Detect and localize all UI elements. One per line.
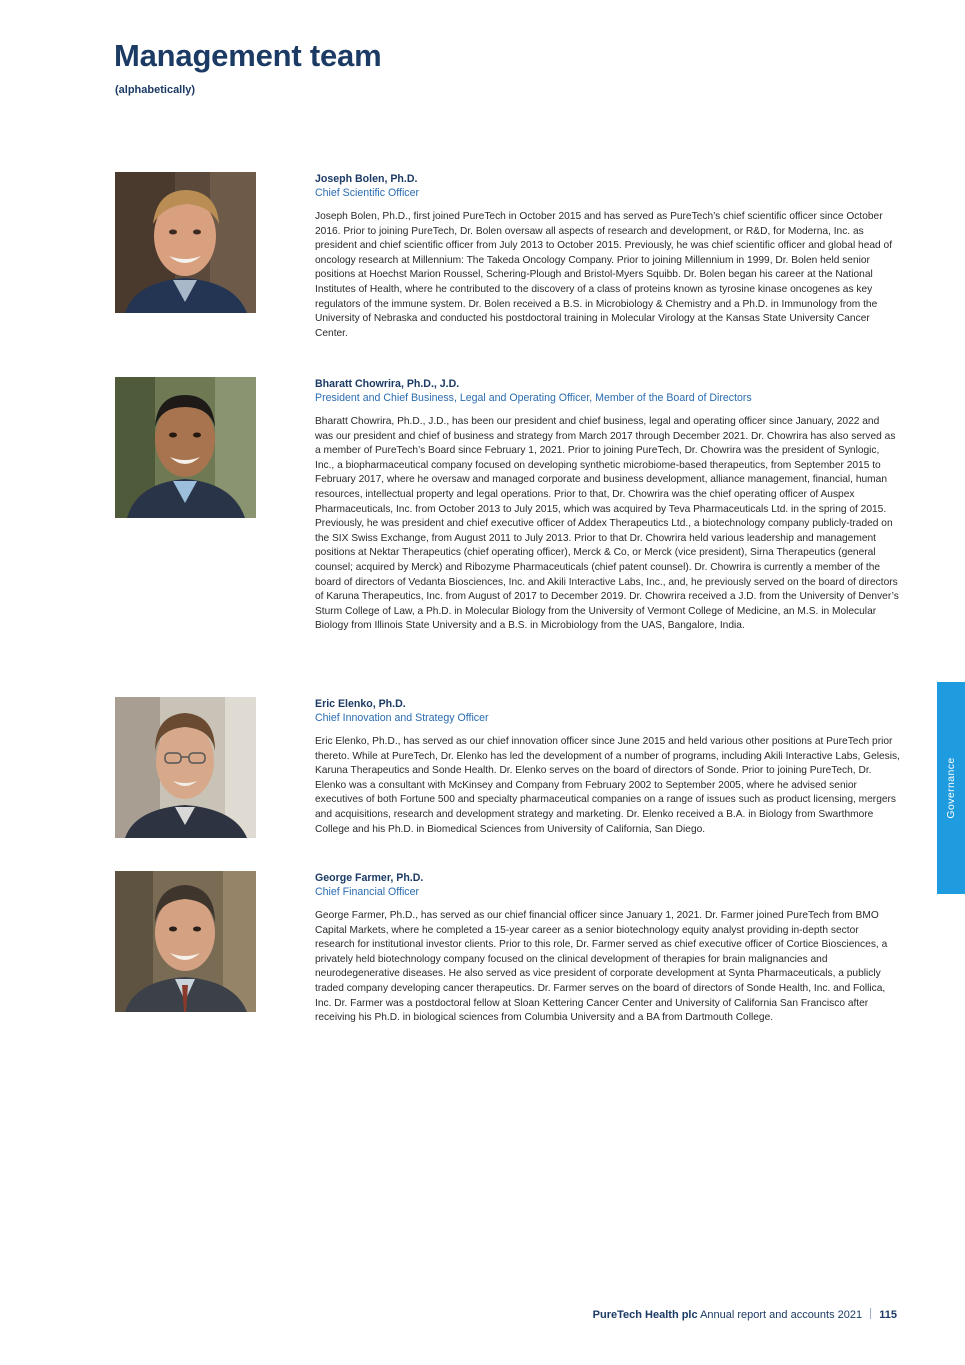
person-bio: George Farmer, Ph.D., has served as our chief financial officer since January 1, 2021. Dr. Farmer joined PureTech from BMO Capital Markets, where he completed a 15-year career as a senior biotechnology equity analyst providing in-depth sector research for institutional investor clients. Prior to this role, Dr. Farmer served as chief executive officer of Cortice Biosciences, a privately held biotechnology company focused on the clinical development of therapies for brain malignancies and neurodegenerative diseases. He also served as vice president of corporate development at Synta Pharmaceuticals, a publicly traded company developing cancer therapeutics. Dr. Farmer serves on the board of directors of Sonde Health, Inc. and Follica, Inc. Dr. Farmer was a postdoctoral fellow at Sloan Kettering Cancer Center and University of California San Francisco after receiving his Ph.D. in biological sciences from Columbia University and a BA from Dartmouth College. [315,910,888,1024]
section-tab-governance[interactable] [937,682,965,894]
person-role: Chief Financial Officer [315,886,420,898]
person-bio: Bharatt Chowrira, Ph.D., J.D., has been our president and chief business, legal and operating officer since January, 2022 and was our president and chief of business and strategy from March 2017 through December 2021. Dr. Chowrira has also served as a member of PureTech’s Board since February 1, 2021. Prior to joining PureTech, Dr. Chowrira was the president of Synlogic, Inc., a biopharmaceutical company focused on developing synthetic microbiome-based therapeutics, from September 2015 to February 2017, where he oversaw and managed corporate and business development, alliance management, financial, human resources, intellectual property and legal operations. Prior to that, Dr. Chowrira was the chief operating officer of Auspex Pharmaceuticals, Inc. from October 2013 to July 2015, which was acquired by Teva Pharmaceuticals Ltd. in the spring of 2015. Previously, he was president and chief executive officer of Addex Therapeutics Ltd., a biotechnology company publicly-traded on the SIX Swiss Exchange, from August 2011 to July 2013. Prior to that Dr. Chowrira held various leadership and management positions at Nektar Therapeutics (chief operating officer), Merck & Co, or Merck (vice president), Sirna Therapeutics (general counsel; acquired by Merck) and Ribozyme Pharmaceuticals (chief patent counsel). Dr. Chowrira is currently a member of the board of directors of Vedanta Biosciences, Inc. and Akili Interactive Labs, Inc., and, he previously served on the board of directors of Karuna Therapeutics, Inc. from August of 2017 to December 2019. Dr. Chowrira received a J.D. from the University of Denver’s Sturm College of Law, a Ph.D. in Molecular Biology from the University of Vermont College of Medicine, an M.S. in Molecular Biology from Illinois State University and a B.S. in Microbiology from the UAS, Bangalore, India. [315,416,899,632]
person-role: Chief Innovation and Strategy Officer [315,712,489,724]
section-tab-label: Governance [945,757,957,819]
person-bio: Joseph Bolen, Ph.D., first joined PureTech in October 2015 and has served as PureTech’s chief scientific officer since October 2016. Prior to joining PureTech, Dr. Bolen oversaw all aspects of research and development, or R&D, for Moderna, Inc. as president and chief scientific officer from July 2013 to October 2015. Previously, he was chief scientific officer and global head of oncology research at Millennium: The Takeda Oncology Company. Prior to joining Millennium in 1999, Dr. Bolen held senior positions at Hoechst Marion Roussel, Schering-Plough and Bristol-Myers Squibb. Dr. Bolen began his career at the National Institutes of Health, where he contributed to the discovery of a class of proteins known as tyrosine kinase oncogenes as key regulators of the immune system. Dr. Bolen received a B.S. in Microbiology & Chemistry and a Ph.D. in Immunology from the University of Nebraska and conducted his postdoctoral training in Molecular Virology at the Kansas State University Cancer Center. [315,211,893,339]
person-role: President and Chief Business, Legal and Operating Officer, Member of the Board of Directors [315,392,752,404]
page-footer [593,1308,897,1321]
portrait-photo [115,172,256,313]
page-title: Management team [114,38,382,73]
person-bio: Eric Elenko, Ph.D., has served as our chief innovation officer since June 2015 and held various other positions at PureTech prior thereto. While at PureTech, Dr. Elenko has led the development of a number of programs, including Akili Interactive Labs, Gelesis, Karuna Therapeutics and Sonde Health. Dr. Elenko serves on the board of directors of Sonde. Prior to joining PureTech, Dr. Elenko was a consultant with McKinsey and Company from February 2002 to September 2005, where he advised senior executives of both Fortune 500 and specialty pharmaceutical companies on a range of issues such as product licensing, mergers and acquisitions, research and development strategy and marketing. Dr. Elenko received a B.A. in Biology from Swarthmore College and his Ph.D. in Biomedical Sciences from University of California, San Diego. [315,736,900,835]
page-number: 115 [879,1309,897,1321]
person-name: George Farmer, Ph.D. [315,872,424,884]
person-name: Bharatt Chowrira, Ph.D., J.D. [315,378,460,390]
portrait-photo [115,377,256,518]
person-role: Chief Scientific Officer [315,187,420,199]
footer-company: PureTech Health plc [592,1309,698,1321]
portrait-photo [115,871,256,1012]
footer-report: Annual report and accounts 2021 [700,1309,863,1321]
footer-divider [870,1308,871,1319]
person-name: Joseph Bolen, Ph.D. [315,173,418,185]
page-subtitle: (alphabetically) [115,84,196,96]
person-name: Eric Elenko, Ph.D. [315,698,406,710]
portrait-photo [115,697,256,838]
